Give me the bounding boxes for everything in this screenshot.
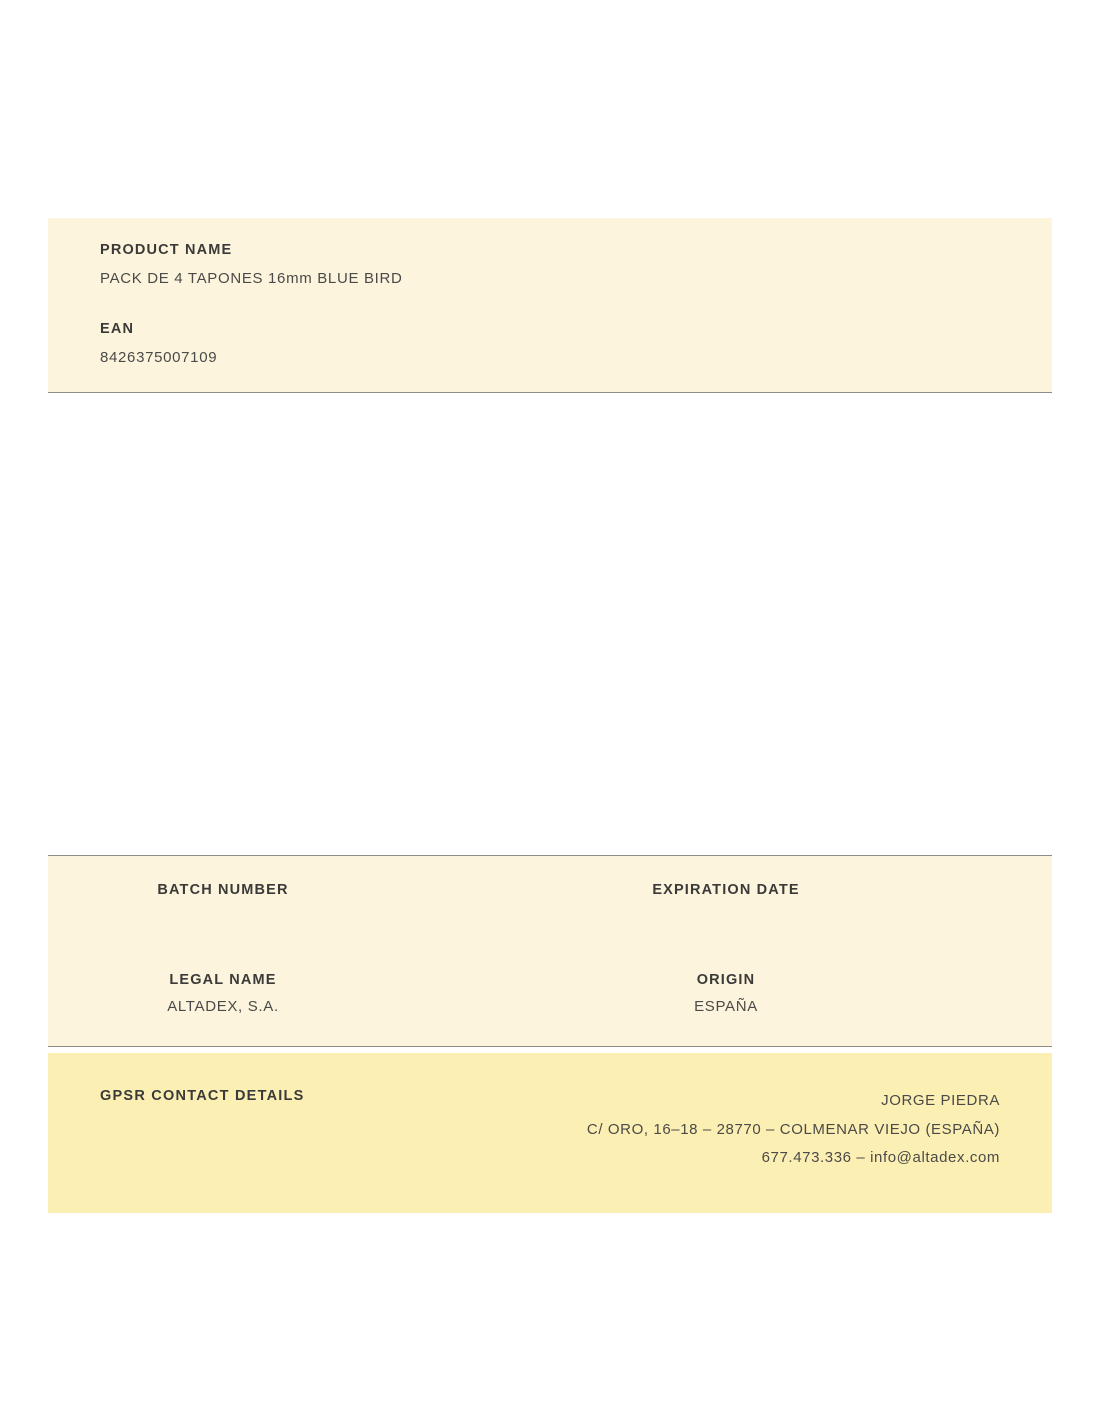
product-name-label: PRODUCT NAME (100, 242, 233, 258)
gpsr-contact-lines (587, 1087, 1000, 1173)
ean-value: 8426375007109 (100, 349, 218, 366)
expiration-date-field (550, 882, 1052, 950)
batch-number-label: BATCH NUMBER (157, 882, 289, 898)
expiration-date-label: EXPIRATION DATE (652, 882, 800, 898)
ean-label: EAN (100, 321, 135, 337)
batch-number-field (48, 882, 550, 950)
contact-phone-email: 677.473.336 – info@altadex.com (761, 1149, 1000, 1166)
batch-legal-panel (48, 855, 1052, 1047)
origin-label: ORIGIN (696, 972, 756, 988)
origin-field (550, 972, 1052, 1016)
legal-name-field (48, 972, 550, 1016)
ean-field (100, 321, 1000, 366)
expiration-date-value (550, 908, 902, 950)
contact-address: C/ ORO, 16–18 – 28770 – COLMENAR VIEJO (ESPAÑA) (586, 1120, 1000, 1138)
batch-row (48, 882, 1052, 950)
legal-row (48, 972, 1052, 1016)
gpsr-contact-panel (48, 1053, 1052, 1213)
contact-person: JORGE PIEDRA (881, 1092, 1000, 1109)
batch-number-value (48, 908, 398, 950)
legal-name-label: LEGAL NAME (169, 972, 277, 988)
product-name-field (100, 242, 1000, 287)
gpsr-contact-title: GPSR CONTACT DETAILS (100, 1088, 305, 1104)
origin-value: ESPAÑA (694, 998, 758, 1015)
product-name-value: PACK DE 4 TAPONES 16mm BLUE BIRD (100, 270, 403, 287)
legal-name-value: ALTADEX, S.A. (167, 998, 279, 1015)
product-info-panel (48, 218, 1052, 393)
